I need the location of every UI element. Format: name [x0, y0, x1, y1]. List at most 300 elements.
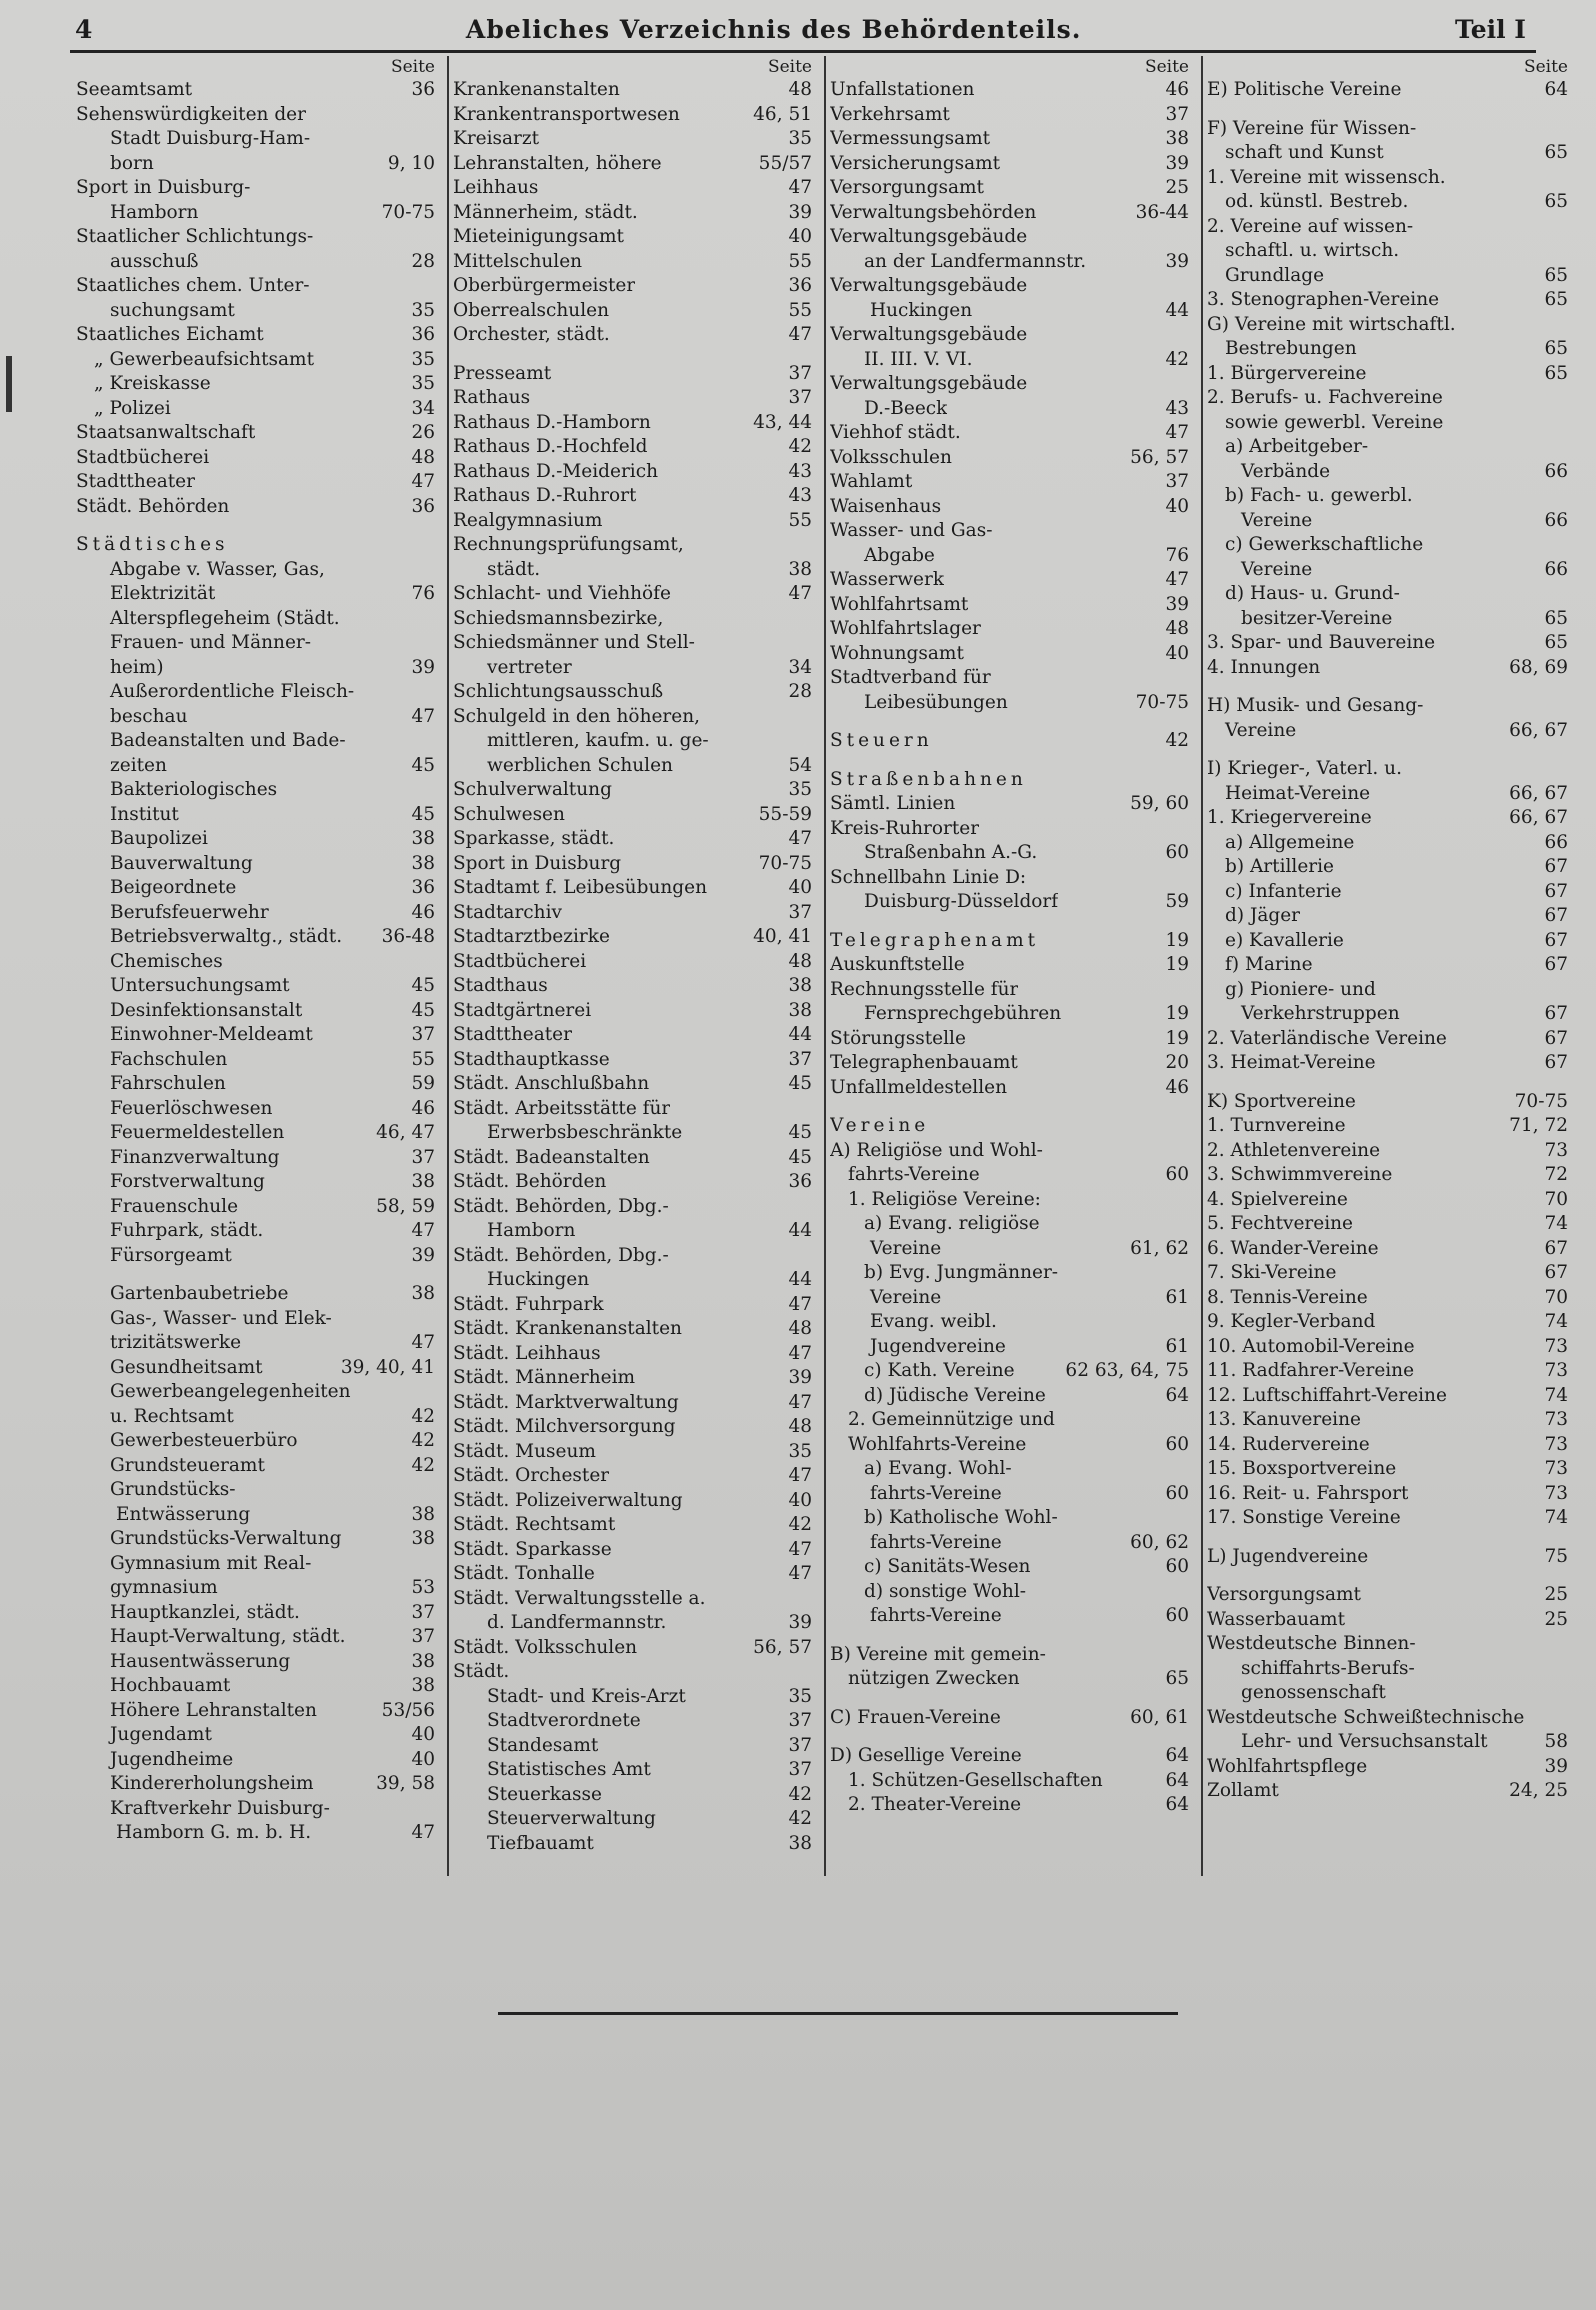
entry-term: B) Vereine mit gemein-	[830, 1643, 1046, 1665]
entry-page: 19	[1165, 929, 1189, 951]
entry-term: Leihhaus	[453, 177, 539, 198]
entry-term: b) Katholische Wohl-	[864, 1507, 1058, 1528]
entry-term: Wahlamt	[830, 471, 913, 492]
entry-page: 47	[788, 1293, 812, 1315]
entry-page: 47	[411, 1220, 435, 1241]
entry-term: 1. Religiöse Vereine:	[848, 1188, 1041, 1210]
index-entry	[453, 1195, 812, 1220]
section-heading	[830, 929, 1189, 954]
index-entry	[76, 901, 435, 926]
entry-page: 73	[1544, 1433, 1568, 1455]
entry-term: Grundlage	[1225, 264, 1325, 286]
index-entry	[1207, 1359, 1568, 1384]
entry-page: 67	[1544, 905, 1568, 926]
entry-term: Duisburg-Düsseldorf	[864, 891, 1059, 912]
entry-term: Einwohner-Meldeamt	[110, 1024, 313, 1045]
section-heading	[830, 1114, 1189, 1139]
entry-term: Untersuchungsamt	[110, 975, 290, 996]
entry-page: 67	[1544, 954, 1568, 975]
entry-term: 6. Wander-Vereine	[1207, 1237, 1379, 1259]
entry-page: 67	[1544, 1027, 1568, 1049]
entry-page: 53/56	[381, 1699, 435, 1721]
index-entry	[1207, 166, 1568, 191]
index-entry	[453, 1464, 812, 1489]
entry-term: genossenschaft	[1241, 1682, 1386, 1703]
entry-page: 70-75	[758, 852, 812, 874]
entry-page: 67	[1544, 1262, 1568, 1283]
entry-page: 36	[788, 275, 812, 296]
entry-page: 73	[1544, 1139, 1568, 1161]
index-entry	[76, 1244, 435, 1269]
entry-term: Wohlfahrts-Vereine	[848, 1433, 1027, 1455]
index-entry	[76, 1797, 435, 1822]
index-entry	[76, 1356, 435, 1381]
entry-term: Hamborn	[110, 201, 199, 223]
entry-term: städt.	[487, 558, 541, 580]
index-entry	[76, 1699, 435, 1724]
entry-term: Volksschulen	[830, 446, 952, 468]
entry-term: Unfallmeldestellen	[830, 1076, 1007, 1098]
index-entry	[1207, 558, 1568, 583]
index-entry	[830, 1261, 1189, 1286]
index-entry	[453, 127, 812, 152]
entry-page: 42	[411, 1430, 435, 1451]
entry-term: Städt. Museum	[453, 1440, 596, 1462]
entry-page: 47	[788, 1563, 812, 1584]
entry-page: 38	[1165, 128, 1189, 149]
index-entry	[830, 1604, 1189, 1629]
index-entry	[76, 1048, 435, 1073]
entry-term: Schulwesen	[453, 803, 565, 825]
entry-term: schiffahrts-Berufs-	[1241, 1657, 1415, 1679]
index-entry	[76, 1429, 435, 1454]
entry-term: od. künstl. Bestreb.	[1225, 191, 1409, 212]
entry-page: 42	[788, 436, 812, 457]
entry-page: 25	[1165, 177, 1189, 198]
entry-page: 60, 62	[1130, 1531, 1189, 1553]
index-entry	[453, 631, 812, 656]
entry-page: 19	[1165, 1003, 1189, 1024]
index-entry	[830, 1051, 1189, 1076]
index-entry	[453, 1636, 812, 1661]
entry-term: Krankenanstalten	[453, 79, 620, 100]
entry-term: Städt. Behörden, Dbg.-	[453, 1195, 669, 1217]
entry-term: Institut	[110, 803, 179, 825]
entry-page: 46, 51	[753, 103, 812, 125]
seite-label: Seite	[767, 57, 812, 77]
index-entry	[830, 953, 1189, 978]
entry-page: 59	[411, 1073, 435, 1094]
entry-page: 38	[411, 1283, 435, 1304]
entry-term: Krankentransportwesen	[453, 103, 680, 125]
index-entry	[1207, 1310, 1568, 1335]
entry-page: 34	[411, 397, 435, 419]
index-entry	[453, 1121, 812, 1146]
index-entry	[453, 250, 812, 275]
index-entry	[830, 792, 1189, 817]
entry-term: besitzer-Vereine	[1241, 607, 1393, 629]
index-entry	[830, 372, 1189, 397]
entry-term: Sehenswürdigkeiten der	[76, 103, 306, 125]
entry-term: Steuern	[830, 730, 933, 751]
index-entry	[76, 1503, 435, 1528]
entry-page: 73	[1544, 1409, 1568, 1430]
entry-gap	[1207, 743, 1568, 757]
entry-page: 47	[788, 1391, 812, 1413]
index-entry	[1207, 607, 1568, 632]
index-entry	[830, 568, 1189, 593]
entry-page: 37	[788, 901, 812, 923]
entry-term: 10. Automobil-Vereine	[1207, 1335, 1415, 1357]
index-entry	[830, 1457, 1189, 1482]
entry-term: Kraftverkehr Duisburg-	[110, 1797, 330, 1819]
entry-term: Bauverwaltung	[110, 852, 253, 874]
entry-term: Verwaltungsgebäude	[830, 275, 1028, 296]
entry-page: 20	[1165, 1052, 1189, 1073]
index-entry	[1207, 1457, 1568, 1482]
entry-term: d) Haus- u. Grund-	[1225, 583, 1400, 604]
entry-term: Telegraphenamt	[830, 929, 1040, 951]
entry-page: 19	[1165, 954, 1189, 975]
entry-term: Frauen- und Männer-	[110, 632, 312, 653]
entry-term: Außerordentliche Fleisch-	[110, 681, 355, 702]
entry-term: Rathaus D.-Meiderich	[453, 460, 658, 482]
page-header	[75, 10, 1526, 48]
index-entry	[76, 1723, 435, 1748]
index-entry	[76, 999, 435, 1024]
section-heading	[830, 729, 1189, 754]
index-entry	[830, 841, 1189, 866]
entry-term: 1. Turnvereine	[1207, 1115, 1346, 1136]
entry-term: Berufsfeuerwehr	[110, 901, 269, 923]
entry-term: Oberrealschulen	[453, 299, 610, 321]
entry-page: 45	[411, 754, 435, 776]
entry-page: 45	[411, 803, 435, 825]
entry-term: Abgabe	[864, 544, 935, 566]
entry-term: C) Frauen-Vereine	[830, 1706, 1001, 1728]
entry-page: 67	[1544, 929, 1568, 951]
entry-term: Rathaus D.-Hamborn	[453, 411, 651, 433]
entry-term: II. III. V. VI.	[864, 348, 973, 370]
entry-term: 1. Kriegervereine	[1207, 807, 1372, 828]
index-entry	[76, 225, 435, 250]
entry-term: fahrts-Vereine	[870, 1482, 1002, 1504]
index-entry	[453, 411, 812, 436]
entry-page: 35	[788, 128, 812, 149]
entry-page: 37	[411, 1601, 435, 1623]
entry-term: Vermessungsamt	[830, 128, 991, 149]
entry-term: Städt. Milchversorgung	[453, 1416, 676, 1437]
entry-term: Badeanstalten und Bade-	[110, 730, 346, 751]
entry-term: Standesamt	[487, 1734, 599, 1756]
entry-page: 56, 57	[1130, 446, 1189, 468]
entry-term: D.-Beeck	[864, 397, 948, 419]
entry-term: Schnellbahn Linie D:	[830, 866, 1027, 888]
index-entry	[1207, 1506, 1568, 1531]
index-entry	[830, 1744, 1189, 1769]
index-entry	[830, 397, 1189, 422]
entry-term: Schlacht- und Viehhöfe	[453, 583, 671, 604]
entry-term: Huckingen	[870, 299, 973, 321]
entry-term: b) Evg. Jungmänner-	[864, 1262, 1059, 1283]
entry-page: 67	[1544, 1237, 1568, 1259]
entry-page: 55	[788, 509, 812, 531]
entry-term: Stadtamt f. Leibesübungen	[453, 877, 707, 898]
entry-term: F) Vereine für Wissen-	[1207, 117, 1417, 139]
entry-term: b) Fach- u. gewerbl.	[1225, 485, 1413, 506]
entry-term: Stadtbücherei	[453, 950, 587, 972]
index-entry	[76, 852, 435, 877]
index-entry	[1207, 1408, 1568, 1433]
entry-term: 15. Boxsportvereine	[1207, 1458, 1397, 1479]
entry-term: 4. Spielvereine	[1207, 1188, 1348, 1210]
entry-term: Jugendvereine	[870, 1335, 1006, 1357]
entry-page: 66, 67	[1509, 807, 1568, 828]
entry-term: Wohlfahrtsamt	[830, 593, 969, 615]
entry-term: 2. Athletenvereine	[1207, 1139, 1381, 1161]
index-entry	[76, 1023, 435, 1048]
entry-term: Staatliches chem. Unter-	[76, 275, 310, 296]
entry-page: 37	[1165, 103, 1189, 125]
entry-page: 74	[1544, 1384, 1568, 1406]
index-entry	[453, 78, 812, 103]
index-entry	[830, 1667, 1189, 1692]
entry-term: Sport in Duisburg	[453, 852, 622, 874]
entry-page: 66, 67	[1509, 782, 1568, 804]
index-entry	[76, 729, 435, 754]
index-entry	[830, 299, 1189, 324]
index-entry	[830, 495, 1189, 520]
entry-term: Mieteinigungsamt	[453, 226, 624, 247]
entry-page: 45	[788, 1073, 812, 1094]
entry-term: Schiedsmänner und Stell-	[453, 632, 695, 653]
entry-term: Stadttheater	[453, 1024, 572, 1045]
index-entry	[1207, 288, 1568, 313]
entry-term: Elektrizität	[110, 583, 216, 604]
entry-page: 37	[788, 362, 812, 384]
entry-page: 65	[1544, 607, 1568, 629]
entry-term: Grundstücks-	[110, 1479, 236, 1500]
index-entry	[1207, 582, 1568, 607]
index-entry	[76, 1625, 435, 1650]
entry-page: 36	[411, 79, 435, 100]
index-entry	[76, 274, 435, 299]
index-entry	[453, 509, 812, 534]
entry-term: Versorgungsamt	[830, 177, 984, 198]
index-entry	[1207, 782, 1568, 807]
index-entry	[76, 876, 435, 901]
index-entry	[76, 1454, 435, 1479]
entry-page: 64	[1544, 79, 1568, 100]
entry-term: beschau	[110, 705, 188, 727]
entry-term: gymnasium	[110, 1577, 218, 1598]
index-entry	[453, 999, 812, 1024]
index-entry	[76, 446, 435, 471]
entry-page: 72	[1544, 1164, 1568, 1185]
index-entry	[453, 1342, 812, 1367]
index-entry	[830, 866, 1189, 891]
entry-term: „ Polizei	[94, 397, 171, 419]
entry-term: 3. Stenographen-Vereine	[1207, 289, 1440, 310]
entry-term: Betriebsverwaltg., städt.	[110, 926, 343, 947]
index-entry	[76, 78, 435, 103]
margin-mark	[6, 356, 12, 412]
entry-term: Gewerbesteuerbüro	[110, 1430, 298, 1451]
entry-page: 65	[1544, 289, 1568, 310]
entry-term: suchungsamt	[110, 299, 235, 321]
index-column-3	[826, 56, 1203, 1876]
entry-term: 1. Schützen-Gesellschaften	[848, 1769, 1103, 1791]
entry-gap	[830, 754, 1189, 768]
index-entry	[76, 1331, 435, 1356]
entry-page: 65	[1544, 632, 1568, 653]
entry-page: 39, 40, 41	[340, 1356, 435, 1378]
entry-term: Städtisches	[76, 534, 229, 555]
entry-term: Verkehrsamt	[830, 103, 950, 125]
entry-page: 39	[788, 201, 812, 223]
entry-term: Städt. Verwaltungsstelle a.	[453, 1587, 706, 1609]
entry-page: 36	[411, 324, 435, 345]
entry-term: Städt. Männerheim	[453, 1367, 636, 1388]
entry-page: 46	[1165, 1076, 1189, 1098]
entry-term: Gartenbaubetriebe	[110, 1283, 289, 1304]
index-entry	[1207, 880, 1568, 905]
entry-term: Heimat-Vereine	[1225, 782, 1371, 804]
entry-page: 58	[1544, 1731, 1568, 1752]
index-entry	[830, 201, 1189, 226]
index-entry	[830, 152, 1189, 177]
index-entry	[76, 1121, 435, 1146]
index-entry	[453, 852, 812, 877]
entry-term: Vereine	[870, 1237, 942, 1259]
entry-term: Rathaus	[453, 387, 531, 408]
index-entry	[76, 176, 435, 201]
index-entry	[830, 890, 1189, 915]
entry-page: 46, 47	[376, 1122, 435, 1143]
index-entry	[453, 274, 812, 299]
entry-page: 38	[411, 852, 435, 874]
entry-term: Versicherungsamt	[830, 152, 1001, 174]
entry-term: d) sonstige Wohl-	[864, 1580, 1026, 1602]
entry-term: Städt. Behörden, Dbg.-	[453, 1244, 669, 1266]
entry-term: Feuermeldestellen	[110, 1122, 285, 1143]
index-entry	[453, 754, 812, 779]
index-entry	[830, 1506, 1189, 1531]
entry-term: Leibesübungen	[864, 691, 1008, 713]
index-entry	[1207, 509, 1568, 534]
index-entry	[1207, 1002, 1568, 1027]
index-entry	[453, 1758, 812, 1783]
entry-term: Viehhof städt.	[830, 422, 961, 443]
entry-page: 55	[411, 1048, 435, 1070]
index-entry	[76, 558, 435, 583]
entry-term: Grundsteueramt	[110, 1454, 265, 1476]
entry-term: Gesundheitsamt	[110, 1356, 263, 1378]
entry-term: 4. Innungen	[1207, 656, 1321, 678]
entry-page: 39	[1544, 1755, 1568, 1777]
entry-term: Wasserbauamt	[1207, 1608, 1346, 1630]
entry-term: Hauptkanzlei, städt.	[110, 1601, 300, 1623]
index-entry	[1207, 411, 1568, 436]
entry-term: Städt. Leihhaus	[453, 1342, 601, 1364]
entry-term: Orchester, städt.	[453, 324, 610, 345]
index-entry	[1207, 239, 1568, 264]
entry-term: E) Politische Vereine	[1207, 79, 1402, 100]
index-entry	[830, 1384, 1189, 1409]
entry-page: 48	[788, 950, 812, 972]
entry-page: 53	[411, 1577, 435, 1598]
index-entry	[1207, 1163, 1568, 1188]
index-entry	[1207, 694, 1568, 719]
entry-term: Fürsorgeamt	[110, 1244, 232, 1266]
index-entry	[830, 642, 1189, 667]
index-entry	[453, 201, 812, 226]
entry-page: 73	[1544, 1458, 1568, 1479]
index-entry	[76, 470, 435, 495]
entry-page: 40	[788, 1489, 812, 1511]
entry-term: Sämtl. Linien	[830, 793, 956, 814]
index-entry	[830, 666, 1189, 691]
index-entry	[1207, 78, 1568, 103]
entry-term: 7. Ski-Vereine	[1207, 1262, 1337, 1283]
index-column-2	[449, 56, 826, 1876]
entry-page: 43	[1165, 397, 1189, 419]
entry-page: 25	[1544, 1608, 1568, 1630]
entry-page: 35	[788, 1685, 812, 1707]
entry-term: Städt. Volksschulen	[453, 1636, 638, 1658]
entry-page: 45	[788, 1146, 812, 1168]
index-entry	[1207, 215, 1568, 240]
entry-page: 47	[788, 1465, 812, 1486]
entry-term: 9. Kegler-Verband	[1207, 1311, 1376, 1332]
entry-page: 66	[1544, 558, 1568, 580]
entry-term: Zollamt	[1207, 1780, 1279, 1801]
index-entry	[76, 372, 435, 397]
index-entry	[830, 1237, 1189, 1262]
entry-term: nützigen Zwecken	[848, 1668, 1020, 1689]
entry-term: Gas-, Wasser- und Elek-	[110, 1307, 332, 1329]
entry-term: Evang. weibl.	[870, 1311, 997, 1332]
entry-page: 38	[411, 1675, 435, 1696]
index-entry	[76, 778, 435, 803]
entry-term: Telegraphenbauamt	[830, 1052, 1018, 1073]
index-entry	[453, 778, 812, 803]
index-entry	[453, 1146, 812, 1171]
entry-term: „ Gewerbeaufsichtsamt	[94, 348, 315, 370]
index-entry	[830, 1188, 1189, 1213]
entry-term: Hamborn G. m. b. H.	[116, 1822, 312, 1843]
index-entry	[76, 1748, 435, 1773]
entry-term: Vereine	[1241, 509, 1313, 531]
entry-term: 11. Radfahrer-Vereine	[1207, 1360, 1415, 1381]
entry-term: Gymnasium mit Real-	[110, 1552, 312, 1574]
entry-term: Presseamt	[453, 362, 552, 384]
index-entry	[830, 446, 1189, 471]
index-entry	[76, 1674, 435, 1699]
index-entry	[76, 250, 435, 275]
entry-term: Forstverwaltung	[110, 1171, 265, 1192]
entry-page: 39	[1165, 250, 1189, 272]
entry-page: 36	[411, 877, 435, 898]
index-entry	[76, 656, 435, 681]
entry-gap	[830, 1100, 1189, 1114]
index-entry	[453, 152, 812, 177]
entry-term: Waisenhaus	[830, 495, 942, 517]
index-entry	[76, 705, 435, 730]
index-entry	[76, 421, 435, 446]
index-entry	[453, 925, 812, 950]
entry-page: 40	[411, 1748, 435, 1770]
